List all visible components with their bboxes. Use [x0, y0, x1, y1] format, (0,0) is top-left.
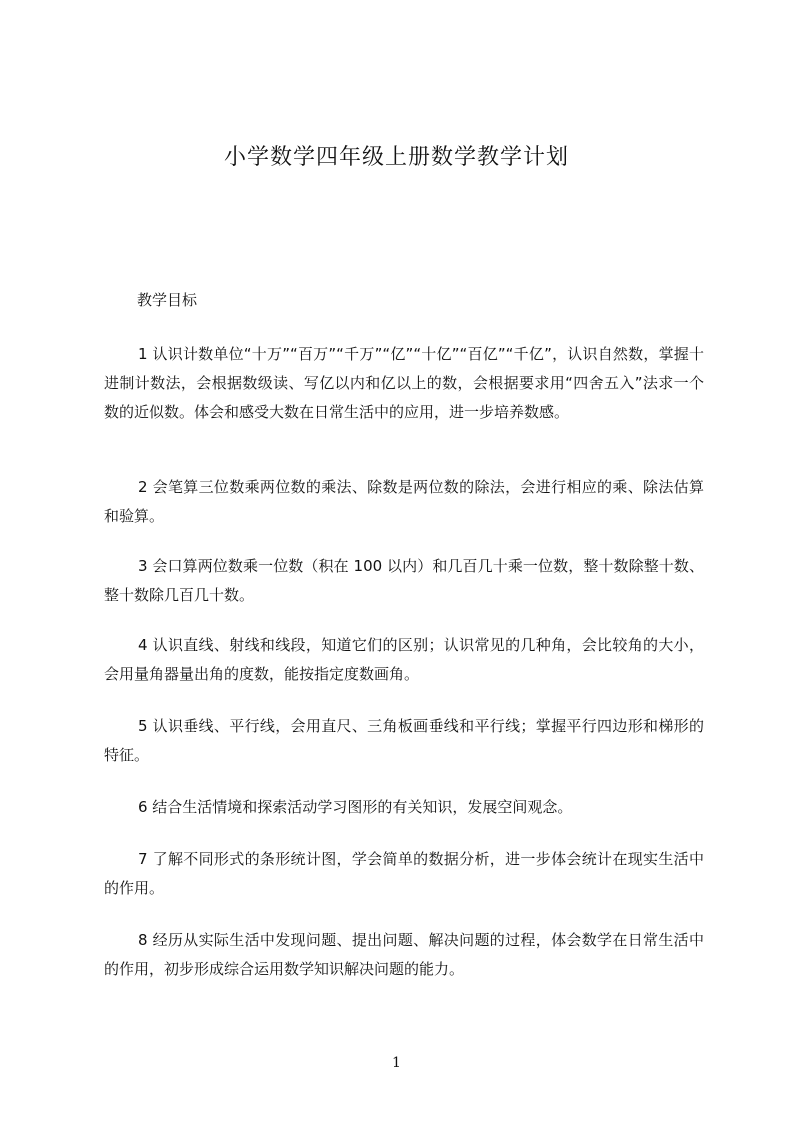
objective-paragraph-7: 7 了解不同形式的条形统计图，学会简单的数据分析，进一步体会统计在现实生活中的作用。 [104, 850, 704, 897]
page-number: 1 [392, 1055, 401, 1071]
objective-paragraph-3: 3 会口算两位数乘一位数（积在 100 以内）和几百几十乘一位数，整十数除整十数、整十数除几百几十数。 [104, 557, 704, 604]
objective-paragraph-6: 6 结合生活情境和探索活动学习图形的有关知识，发展空间观念。 [138, 798, 573, 816]
objective-paragraph-1: 1 认识计数单位“十万”“百万”“千万”“亿”“十亿”“百亿”“千亿”，认识自然数，掌握十进制计数法，会根据数级读、写亿以内和亿以上的数，会根据要求用“四舍五入”法求一个数的近似数。体会和感受大数在日常生活中的应用，进一步培养数感。 [104, 345, 704, 421]
section-heading: 教学目标 [137, 291, 198, 309]
document-title: 小学数学四年级上册数学教学计划 [223, 145, 569, 170]
objective-paragraph-4: 4 认识直线、射线和线段，知道它们的区别；认识常见的几种角，会比较角的大小，会用量角器量出角的度数，能按指定度数画角。 [104, 636, 704, 683]
objective-paragraph-2: 2 会笔算三位数乘两位数的乘法、除数是两位数的除法，会进行相应的乘、除法估算和验算。 [104, 478, 704, 525]
objective-paragraph-5: 5 认识垂线、平行线，会用直尺、三角板画垂线和平行线；掌握平行四边形和梯形的特征。 [104, 717, 704, 764]
objective-paragraph-8: 8 经历从实际生活中发现问题、提出问题、解决问题的过程，体会数学在日常生活中的作用，初步形成综合运用数学知识解决问题的能力。 [104, 931, 704, 978]
